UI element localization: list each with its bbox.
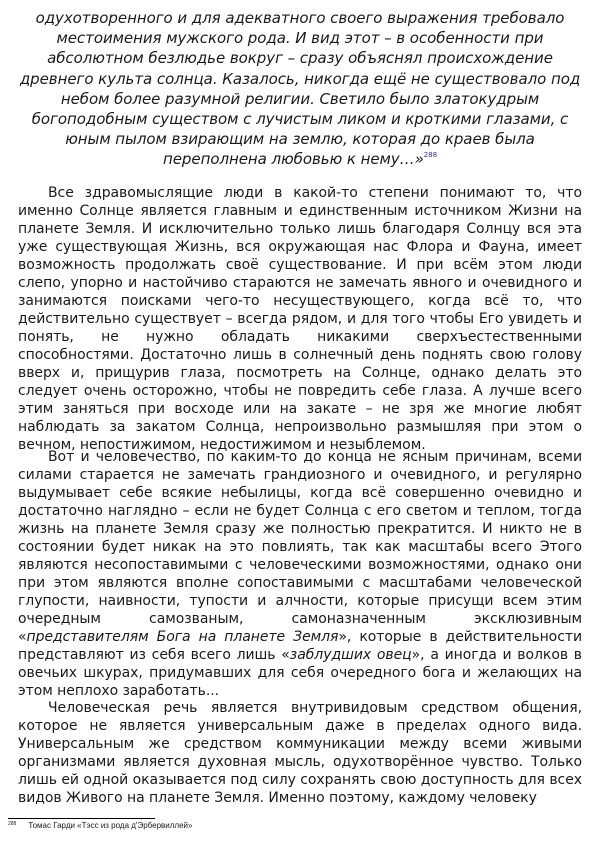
- footnote-reference[interactable]: 288: [423, 151, 437, 160]
- footnote: [8, 821, 192, 830]
- quote-block: [14, 8, 586, 170]
- paragraph-2-text-1: Вот и человечество, по каким-то до конца не ясным причинам, всеми силами старается не замечать грандиозного и очевидного, и регулярно выдумывает себе всякие небылицы, когда всё совершенно очевидно и достаточно наглядно – если не будет Солнца с его светом и теплом, тогда жизнь на планете Земля сразу же полностью прекратится. И никто не в состоянии будет никак на это повлиять, так как масштабы всего Этого являются несопоставимыми с человеческими возможностями, однако они при этом являются вполне сопоставимыми с масштабами человеческой глупости, наивности, тупости и алчности, которые присущи всем этим очередным самозваным, самоназначенным эксклюзивным «: [18, 449, 582, 645]
- paragraph-2-italic-1: представителям Бога на планете Земля: [26, 629, 339, 645]
- quote-text: одухотворенного и для адекватного своего выражения требовало местоимения мужского рода. И вид этот – в особенности при абсолютном безлюдье вокруг – сразу объяснял происхождение древнего культа солнца. Казалось, никогда ещё не существовало под небом более разумной религии. Светило было златокудрым богоподобным существом с лучистым ликом и кроткими глазами, с юным пылом взирающим на землю, которая до краев была переполнена любовью к нему…»: [19, 9, 581, 169]
- footnote-text: Томас Гарди «Тэсс из рода д'Эрбервиллей»: [28, 821, 193, 830]
- paragraph-2-italic-2: заблудших овец: [289, 647, 412, 663]
- paragraph-2-text-3: », а иногда и волков в овечьих шкурах, придумавших для себя очередного бога и желающих на этом неплохо заработать...: [18, 647, 582, 699]
- footnote-number: 288: [8, 821, 17, 827]
- paragraph-3: Человеческая речь является внутривидовым средством общения, которое не является универсальным даже в пределах одного вида. Универсальным же средством коммуникации между всеми живыми организмами является духовная мысль, одухотворённое чувство. Только лишь ей одной оказывается под силу сохранять свою доступность для всех видов Живого на планете Земля. Именно поэтому, каждому человеку: [18, 700, 582, 806]
- paragraph-2: [18, 448, 582, 700]
- footnote-divider: [8, 818, 155, 819]
- paragraph-2-text-2: », которые в действительности представляют из себя всего лишь «: [18, 629, 582, 663]
- paragraph-1: Все здравомыслящие люди в какой-то степени понимают то, что именно Солнце является главным и единственным источником Жизни на планете Земля. И исключительно только лишь благодаря Солнцу вся эта уже существующая Жизнь, вся окружающая нас Флора и Фауна, имеет возможность продолжать своё существование. И при всём этом люди слепо, упорно и настойчиво стараются не замечать явного и очевидного и занимаются поисками чего-то несуществующего, когда всё то, что действительно существует – всегда рядом, и для того чтобы Его увидеть и понять, не нужно обладать никакими сверхъестественными способностями. Достаточно лишь в солнечный день поднять свою голову вверх и, прищурив глаза, посмотреть на Солнце, однако делать это следует очень осторожно, чтобы не повредить себе глаза. А лучше всего этим заняться при восходе или на закате – не зря же многие любят наблюдать за закатом Солнца, непроизвольно размышляя при этом о вечном, непостижимом, недостижимом и незыблемом.: [18, 185, 582, 453]
